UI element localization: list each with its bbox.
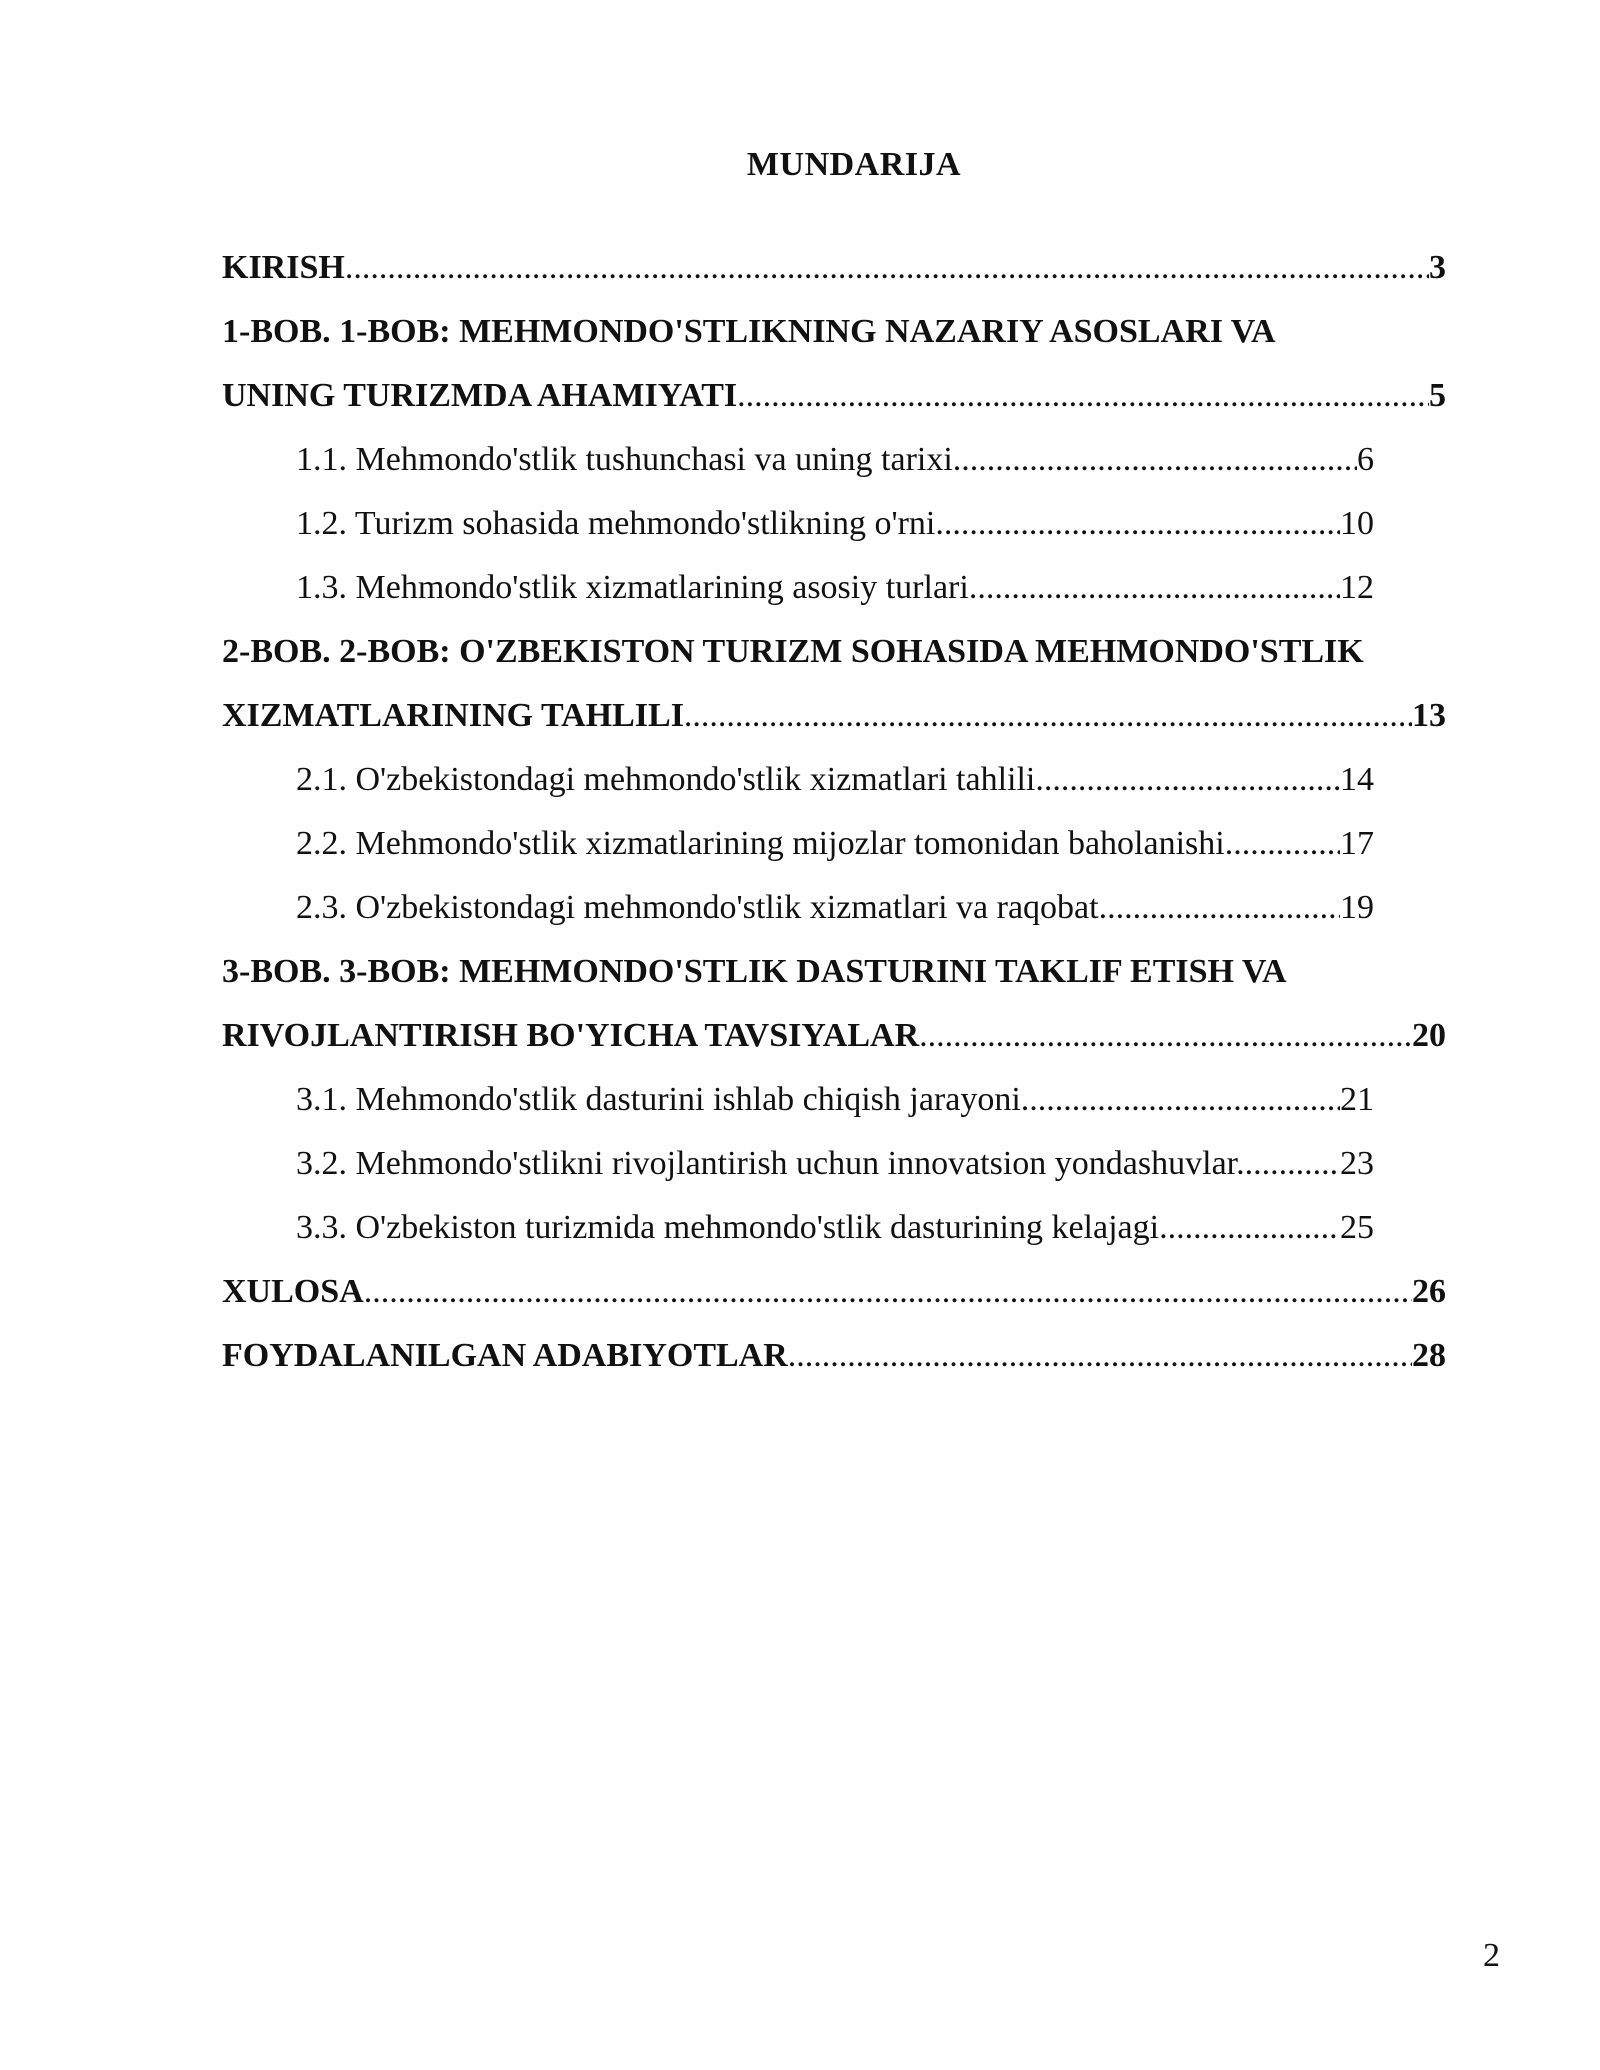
toc-page-number: 12 xyxy=(1340,569,1374,606)
dot-leader xyxy=(919,1004,1412,1068)
toc-entry-label: 1.1. Mehmondo'stlik tushunchasi va uning tarixi xyxy=(296,441,953,478)
toc-page-number: 20 xyxy=(1412,1017,1446,1054)
dot-leader xyxy=(684,684,1412,748)
toc-entry-label: FOYDALANILGAN ADABIYOTLAR xyxy=(222,1337,788,1374)
toc-page-number: 14 xyxy=(1340,761,1374,798)
toc-page-number: 17 xyxy=(1340,825,1374,862)
toc-chapter-2-line-2[interactable] xyxy=(222,684,1446,748)
dot-leader xyxy=(935,492,1340,556)
toc-entry-label: 3.2. Mehmondo'stlikni rivojlantirish uchun innovatsion yondashuvlar. xyxy=(296,1145,1245,1182)
toc-page-number: 21 xyxy=(1340,1081,1374,1118)
toc-chapter-2-line-1[interactable]: 2-BOB. 2-BOB: O'ZBEKISTON TURIZM SOHASIDA MEHMONDO'STLIK xyxy=(222,633,1364,670)
dot-leader xyxy=(1099,876,1340,940)
toc-section-1-3[interactable] xyxy=(296,556,1374,620)
dot-leader xyxy=(1245,1132,1340,1196)
toc-page-number: 25 xyxy=(1340,1209,1374,1246)
toc-entry-label: 1.3. Mehmondo'stlik xizmatlarining asosiy turlari xyxy=(296,569,969,606)
toc-section-1-1[interactable] xyxy=(296,428,1374,492)
toc-section-3-1[interactable] xyxy=(296,1068,1374,1132)
toc-entry-xulosa[interactable] xyxy=(222,1260,1446,1324)
toc-section-3-3[interactable] xyxy=(296,1196,1374,1260)
toc-page-number: 13 xyxy=(1412,697,1446,734)
toc-chapter-3-line-1[interactable]: 3-BOB. 3-BOB: MEHMONDO'STLIK DASTURINI TAKLIF ETISH VA xyxy=(222,953,1287,990)
dot-leader xyxy=(1159,1196,1340,1260)
toc-page-number: 6 xyxy=(1357,441,1374,478)
dot-leader xyxy=(737,364,1429,428)
toc-entry-label: 2.3. O'zbekistondagi mehmondo'stlik xizmatlari va raqobat xyxy=(296,889,1099,926)
page-title: MUNDARIJA xyxy=(746,146,962,183)
dot-leader xyxy=(345,236,1429,300)
toc-section-2-1[interactable] xyxy=(296,748,1374,812)
toc-page-number: 10 xyxy=(1340,505,1374,542)
toc-section-2-3[interactable] xyxy=(296,876,1374,940)
toc-chapter-1-line-2[interactable] xyxy=(222,364,1446,428)
toc-entry-label: XIZMATLARINING TAHLILI xyxy=(222,697,684,734)
toc-entry-label: UNING TURIZMDA AHAMIYATI xyxy=(222,377,738,414)
toc-page-number: 5 xyxy=(1429,377,1446,414)
toc-section-1-2[interactable] xyxy=(296,492,1374,556)
toc-entry-label: 1.2. Turizm sohasida mehmondo'stlikning o'rni xyxy=(296,505,936,542)
toc-chapter-1-line-1[interactable]: 1-BOB. 1-BOB: MEHMONDO'STLIKNING NAZARIY ASOSLARI VA xyxy=(222,313,1276,350)
toc-page-number: 23 xyxy=(1340,1145,1374,1182)
dot-leader xyxy=(1035,748,1340,812)
toc-page-number: 3 xyxy=(1429,249,1446,286)
toc-page-number: 28 xyxy=(1412,1337,1446,1374)
page-number: 2 xyxy=(1483,1937,1500,1974)
toc-entry-label: 3.3. O'zbekiston turizmida mehmondo'stlik dasturining kelajagi xyxy=(296,1209,1160,1246)
toc-entry-kirish[interactable] xyxy=(222,236,1446,300)
toc-entry-label: KIRISH xyxy=(222,249,345,286)
toc-entry-adabiyotlar[interactable] xyxy=(222,1324,1446,1388)
dot-leader xyxy=(364,1260,1412,1324)
toc-entry-label: RIVOJLANTIRISH BO'YICHA TAVSIYALAR xyxy=(222,1017,920,1054)
dot-leader xyxy=(953,428,1357,492)
dot-leader xyxy=(788,1324,1412,1388)
toc-chapter-3-line-2[interactable] xyxy=(222,1004,1446,1068)
dot-leader xyxy=(1225,812,1340,876)
toc-section-2-2[interactable] xyxy=(296,812,1374,876)
toc-entry-label: 2.2. Mehmondo'stlik xizmatlarining mijozlar tomonidan baholanishi xyxy=(296,825,1225,862)
dot-leader xyxy=(969,556,1340,620)
toc-entry-label: XULOSA xyxy=(222,1273,364,1310)
table-of-contents xyxy=(222,236,1446,1388)
toc-entry-label: 3.1. Mehmondo'stlik dasturini ishlab chiqish jarayoni xyxy=(296,1081,1021,1118)
toc-entry-label: 2.1. O'zbekistondagi mehmondo'stlik xizmatlari tahlili xyxy=(296,761,1036,798)
toc-section-3-2[interactable] xyxy=(296,1132,1374,1196)
toc-page-number: 19 xyxy=(1340,889,1374,926)
toc-page-number: 26 xyxy=(1412,1273,1446,1310)
dot-leader xyxy=(1021,1068,1340,1132)
